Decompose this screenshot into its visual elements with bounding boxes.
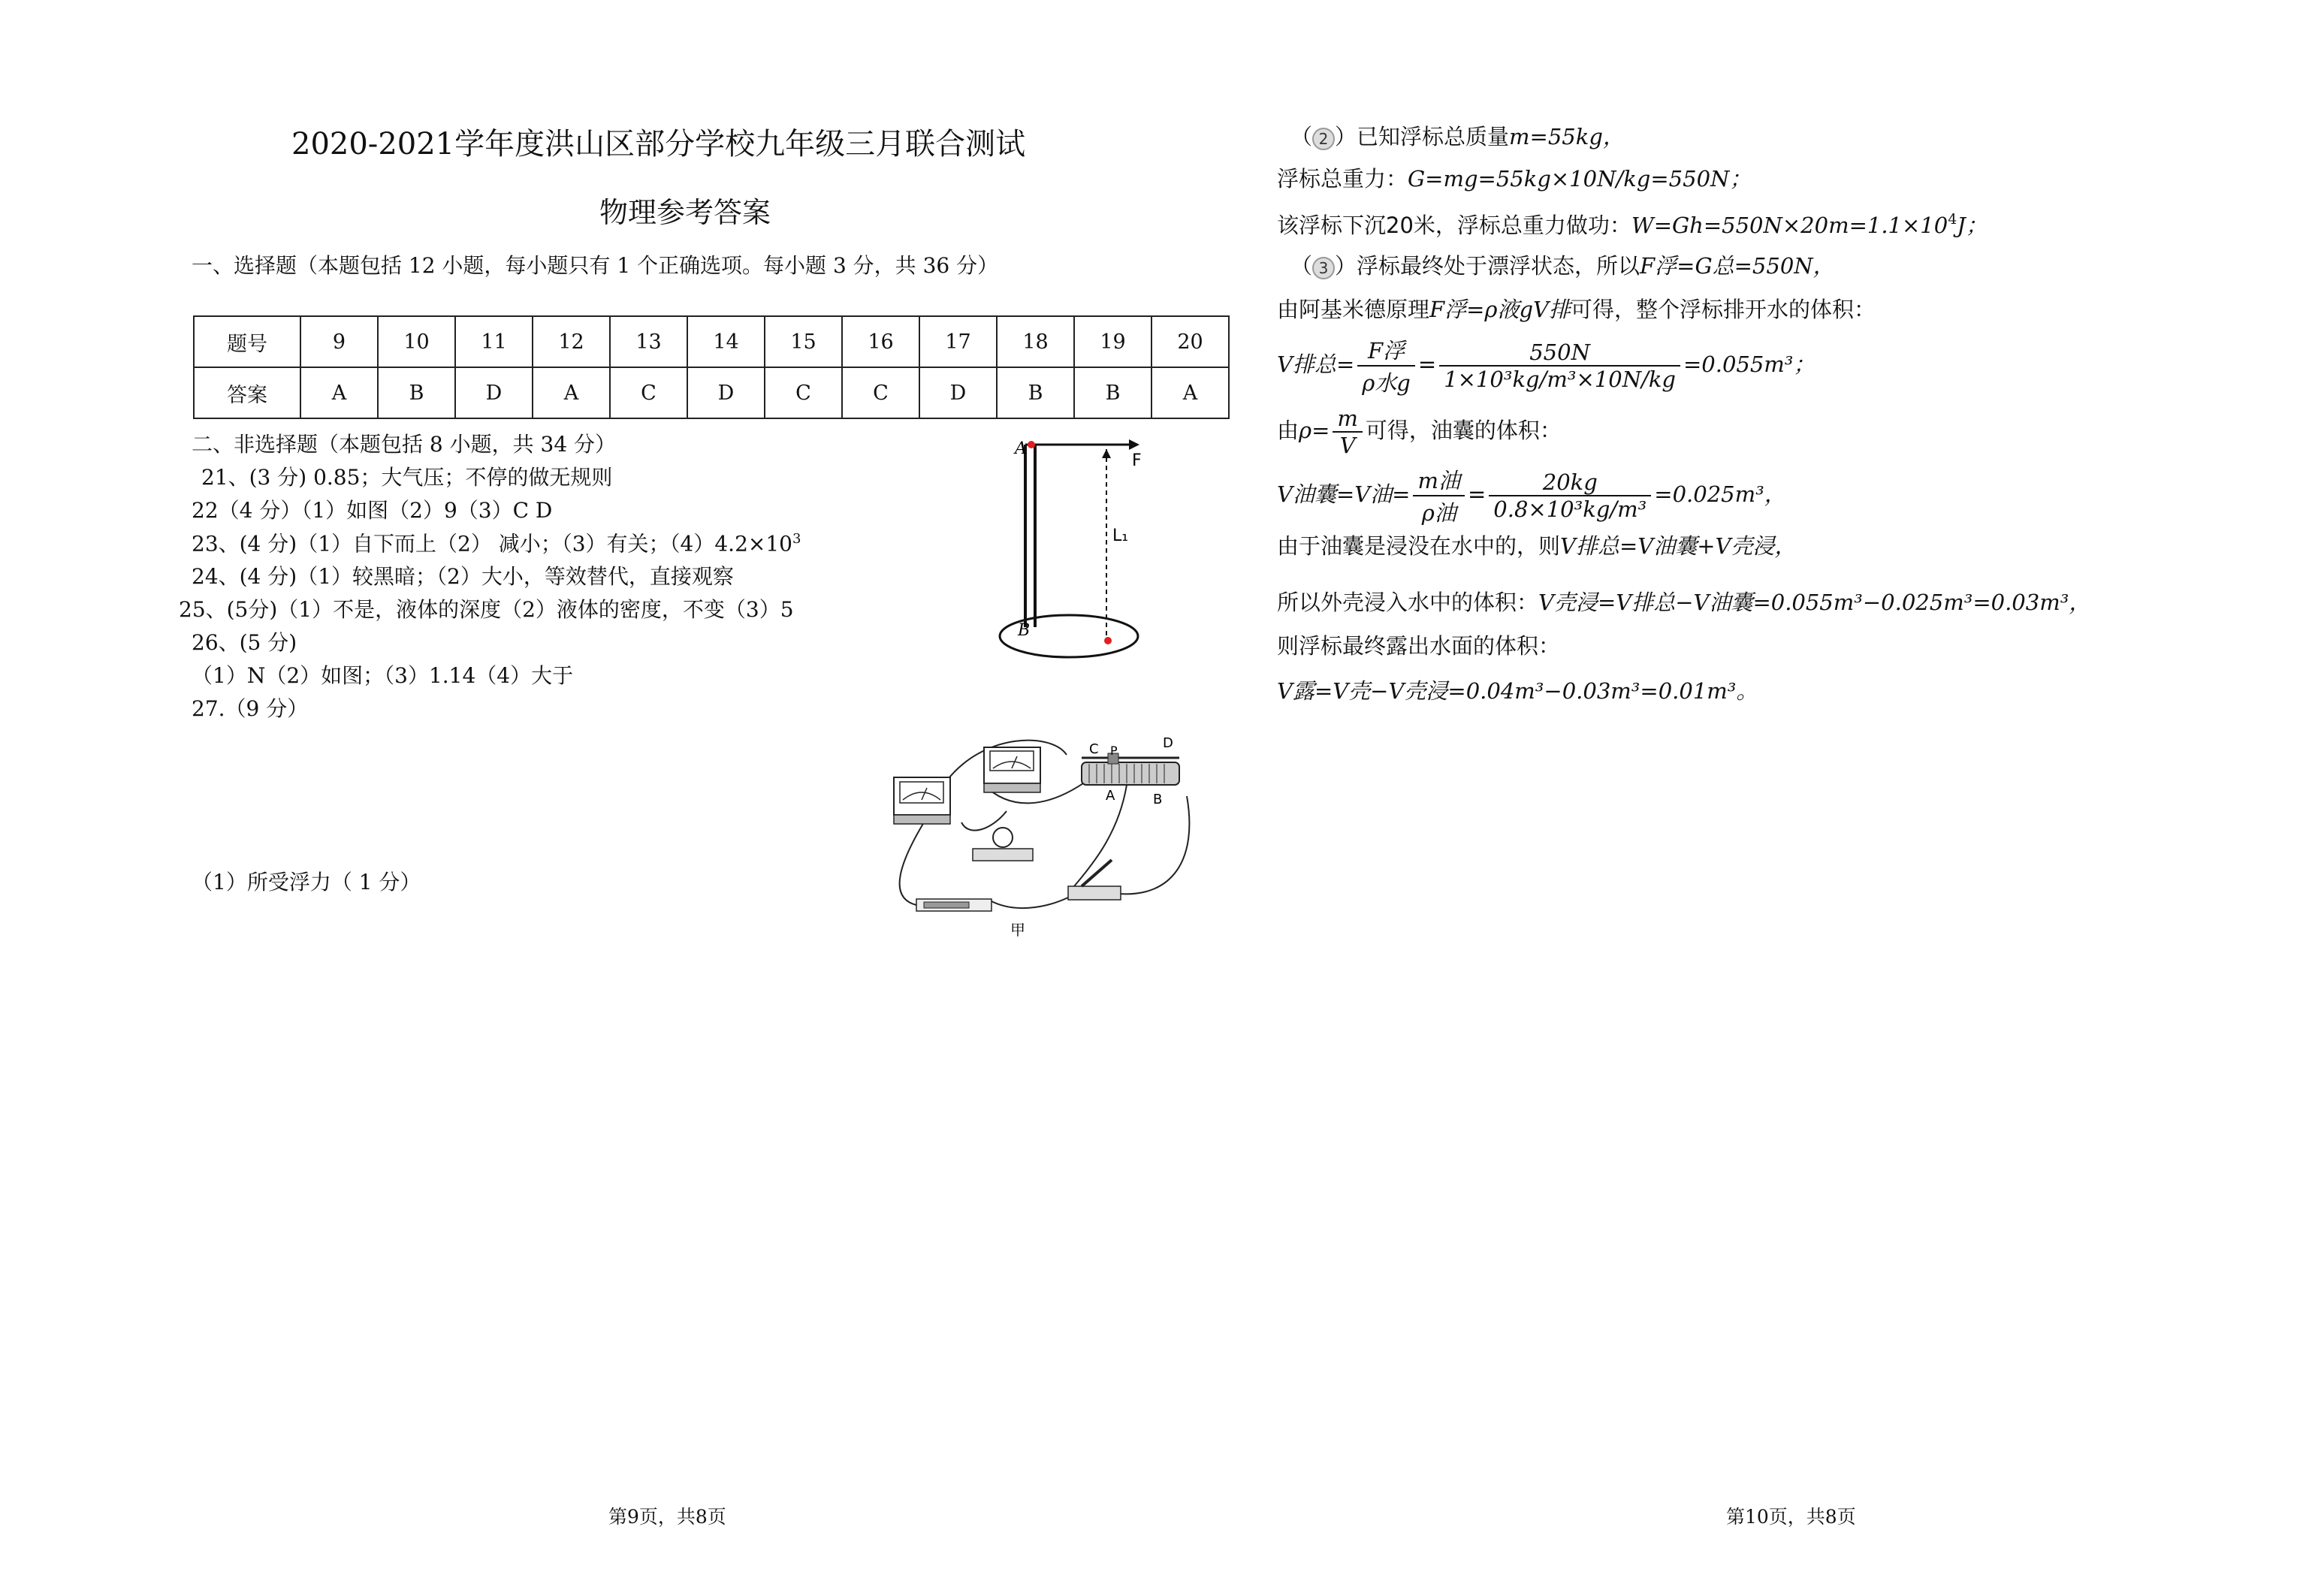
exposed-line: 则浮标最终露出水面的体积： bbox=[1277, 633, 1561, 659]
answer-q24: 24、(4 分)（1）较黑暗；（2）大小，等效替代，直接观察 bbox=[192, 564, 734, 589]
table-cell: 11 bbox=[455, 316, 533, 367]
label-f: F bbox=[1132, 451, 1142, 470]
voil-fraction-1 bbox=[1413, 464, 1465, 527]
label-a: A bbox=[1106, 788, 1115, 804]
vpz-f2-num: 550N bbox=[1439, 339, 1680, 367]
table-cell: C bbox=[842, 367, 919, 418]
vpz-f1-den: ρ水g bbox=[1362, 370, 1411, 396]
work-eq: W=Gh=550N×20m=1.1×10 bbox=[1631, 213, 1948, 238]
step-2-text: 已知浮标总质量 bbox=[1357, 124, 1510, 149]
page-subtitle: 物理参考答案 bbox=[599, 196, 771, 229]
table-cell: D bbox=[919, 367, 997, 418]
step-3-eq: F浮=G总=550N， bbox=[1640, 253, 1835, 279]
gravity-label: 浮标总重力： bbox=[1277, 166, 1408, 192]
vpz-fraction-1 bbox=[1357, 334, 1415, 397]
vpz-f2-den: 1×10³kg/m³×10N/kg bbox=[1444, 367, 1676, 392]
wire bbox=[900, 822, 924, 905]
density-fraction bbox=[1333, 406, 1363, 458]
work-line bbox=[1277, 209, 1988, 240]
archimedes-line bbox=[1277, 293, 1876, 324]
table-cell: 15 bbox=[765, 316, 842, 367]
work-unit: J； bbox=[1957, 213, 1988, 238]
table-cell: A bbox=[300, 367, 378, 418]
page-title: 2020-2021学年度洪山区部分学校九年级三月联合测试 bbox=[291, 127, 1026, 161]
work-exponent: 4 bbox=[1948, 211, 1957, 228]
ammeter bbox=[984, 747, 1040, 792]
row-label-number: 题号 bbox=[194, 316, 300, 367]
voil-equation: V油囊=V油= $\frac{\text{m油}}{\text{ρ油}}$ = $\frac{20kg}{\text{0.8×10³kg/m³}}$ =0.025m³， bbox=[1277, 464, 1786, 527]
step-2-number: 2 bbox=[1312, 128, 1335, 150]
answer-q23-exponent: 3 bbox=[792, 531, 801, 547]
exposed-equation bbox=[1277, 674, 1758, 705]
sum-line bbox=[1277, 529, 1796, 560]
exposed-eq: V露=V壳−V壳浸=0.04m³−0.03m³=0.01m³。 bbox=[1277, 678, 1758, 704]
switch bbox=[1068, 860, 1121, 900]
table-cell: 17 bbox=[919, 316, 997, 367]
force-arrowhead bbox=[1129, 439, 1139, 450]
answer-q21: 21、(3 分) 0.85；大气压；不停的做无规则 bbox=[201, 465, 613, 490]
table-cell: B bbox=[1074, 367, 1151, 418]
circuit-diagram bbox=[871, 725, 1209, 943]
table-cell: 12 bbox=[533, 316, 610, 367]
shell-eq: V壳浸=V排总−V油囊=0.055m³−0.025m³=0.03m³， bbox=[1538, 590, 2091, 615]
label-p: P bbox=[1110, 744, 1118, 758]
table-cell: A bbox=[1151, 367, 1229, 418]
answer-table bbox=[193, 315, 1230, 419]
table-cell: D bbox=[687, 367, 765, 418]
gravity-eq: G=mg=55kg×10N/kg=550N； bbox=[1408, 166, 1752, 192]
vpz-equation: V排总= $\frac{\text{F浮}}{\text{ρ水g}}$ = $\frac{550N}{\text{1×10³kg/m³×10N/kg}}$ =0.055m³； bbox=[1277, 334, 1815, 397]
bulb bbox=[973, 828, 1033, 861]
shell-text: 所以外壳浸入水中的体积： bbox=[1277, 590, 1539, 615]
answer-q27: 27.（9 分） bbox=[192, 696, 309, 721]
wire bbox=[992, 898, 1068, 908]
density-text-a: 由 bbox=[1277, 418, 1299, 443]
shell-line bbox=[1277, 586, 2090, 617]
vpz-result: =0.055m³； bbox=[1683, 351, 1816, 377]
table-cell: C bbox=[610, 367, 687, 418]
voil-result: =0.025m³， bbox=[1654, 481, 1786, 507]
wire bbox=[1119, 796, 1189, 894]
table-cell: 18 bbox=[997, 316, 1074, 367]
voil-fraction-2 bbox=[1489, 469, 1651, 522]
voil-f1-den: ρ油 bbox=[1421, 500, 1456, 526]
table-cell: 19 bbox=[1074, 316, 1151, 367]
density-line bbox=[1277, 406, 1562, 458]
table-cell: B bbox=[997, 367, 1074, 418]
voltmeter bbox=[894, 777, 950, 824]
caption-jia: 甲 bbox=[1010, 921, 1025, 939]
table-cell: 9 bbox=[300, 316, 378, 367]
density-num: m bbox=[1333, 406, 1363, 433]
density-lhs: ρ= bbox=[1299, 418, 1330, 443]
lever-diagram bbox=[943, 428, 1168, 668]
section-nonchoice-heading: 二、非选择题（本题包括 8 小题，共 34 分） bbox=[192, 432, 617, 457]
label-d: D bbox=[1163, 735, 1173, 751]
archimedes-text-a: 由阿基米德原理 bbox=[1277, 297, 1430, 322]
answer-q27-part1: （1）所受浮力（ 1 分） bbox=[192, 870, 421, 895]
battery bbox=[916, 899, 992, 911]
gravity-line bbox=[1277, 162, 1751, 193]
answer-q22: 22（4 分）（1）如图（2）9（3）C D bbox=[192, 498, 553, 523]
table-cell: 10 bbox=[378, 316, 455, 367]
answer-q25: 25、(5分)（1）不是，液体的深度（2）液体的密度，不变（3）5 bbox=[179, 597, 794, 622]
point-a-dot bbox=[1028, 441, 1035, 448]
label-b: B bbox=[1153, 792, 1163, 807]
vpz-f1-num: F浮 bbox=[1357, 334, 1415, 367]
lever-arm-arrowhead bbox=[1102, 449, 1111, 458]
answer-q26-parts: （1）N（2）如图；（3）1.14（4）大于 bbox=[192, 663, 574, 688]
step-2-eq: m=55kg， bbox=[1509, 124, 1625, 149]
voil-f2-num: 20kg bbox=[1489, 469, 1651, 496]
label-c: C bbox=[1089, 741, 1099, 757]
rheostat bbox=[1082, 753, 1179, 785]
step-3-number: 3 bbox=[1312, 257, 1335, 279]
point-b-dot bbox=[1104, 637, 1112, 644]
work-label: 该浮标下沉20米，浮标总重力做功： bbox=[1277, 213, 1631, 238]
table-cell: D bbox=[455, 367, 533, 418]
step-3-line: （ 3 ）浮标最终处于漂浮状态，所以F浮=G总=550N， bbox=[1290, 253, 1835, 279]
row-label-answer: 答案 bbox=[194, 367, 300, 418]
table-cell: 16 bbox=[842, 316, 919, 367]
answer-q23-text: 23、(4 分)（1）自下而上（2） 减小；（3）有关；（4）4.2×10 bbox=[192, 531, 792, 557]
archimedes-eq: F浮=ρ液gV排 bbox=[1429, 297, 1571, 322]
answer-q26: 26、(5 分) bbox=[192, 630, 297, 655]
label-b: B bbox=[1018, 621, 1031, 640]
table-cell: A bbox=[533, 367, 610, 418]
vpz-fraction-2 bbox=[1439, 339, 1680, 392]
label-l1: L₁ bbox=[1112, 526, 1129, 545]
table-cell: 14 bbox=[687, 316, 765, 367]
density-den: V bbox=[1339, 433, 1356, 458]
voil-f1-num: m油 bbox=[1413, 464, 1465, 496]
density-text-b: 可得，油囊的体积： bbox=[1365, 418, 1562, 443]
table-cell: B bbox=[378, 367, 455, 418]
section-choice-heading: 一、选择题（本题包括 12 小题，每小题只有 1 个正确选项。每小题 3 分，共 36 分） bbox=[192, 253, 999, 278]
archimedes-text-b: 可得，整个浮标排开水的体积： bbox=[1571, 297, 1876, 322]
sum-text: 由于油囊是浸没在水中的，则 bbox=[1277, 533, 1561, 559]
table-cell: 13 bbox=[610, 316, 687, 367]
table-cell: 20 bbox=[1151, 316, 1229, 367]
voil-lhs: V油囊=V油= bbox=[1277, 481, 1411, 507]
footer-page-right: 第10页，共8页 bbox=[1726, 1506, 1856, 1528]
step-3-text: 浮标最终处于漂浮状态，所以 bbox=[1357, 253, 1640, 279]
voil-f2-den: 0.8×10³kg/m³ bbox=[1493, 496, 1647, 522]
answer-q23 bbox=[192, 531, 801, 557]
label-a: A bbox=[1015, 439, 1027, 458]
step-2-line: （ 2 ）已知浮标总质量m=55kg， bbox=[1290, 124, 1625, 149]
vpz-lhs: V排总= bbox=[1277, 351, 1355, 377]
sum-eq: V排总=V油囊+V壳浸， bbox=[1560, 533, 1797, 559]
footer-page-left: 第9页，共8页 bbox=[608, 1506, 726, 1528]
table-cell: C bbox=[765, 367, 842, 418]
